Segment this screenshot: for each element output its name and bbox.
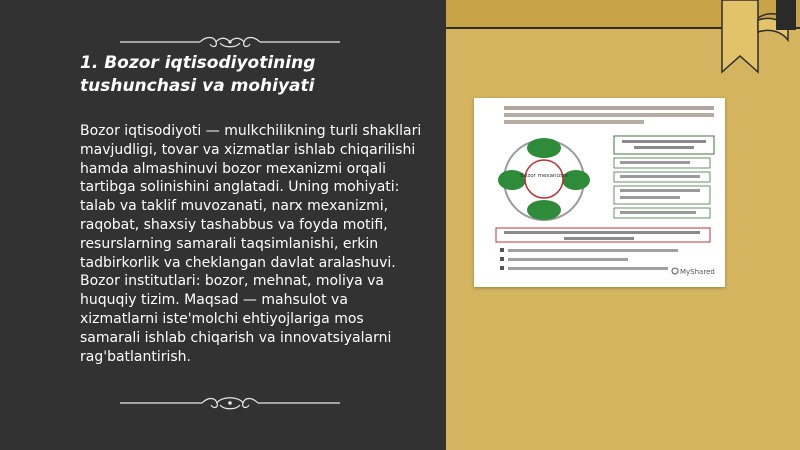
diagram-center-label: Bozor mexanizmi [520,173,568,179]
slide-thumbnail-image [474,98,725,287]
slide-body-text: Bozor iqtisodiyoti — mulkchilikning turli shakllari mavjudligi, tovar va xizmatlar ishlab chiqarilishi hamda almashinuvi bozor mexanizmi orqali tartibga solinishini anglatadi. Uning mohiyati: talab va taklif muvozanati, narx mexanizmi, raqobat, shaxsiy tashabbus va foyda motifi, resurslarning samarali taqsimlanishi, erkin tadbirkorlik va cheklangan davlat aralashuvi. Bozor institutlari: bozor, mehnat, moliya va huquqiy tizim. Maqsad — mahsulot va xizmatlarni iste'molchi ehtiyojlariga mos samarali ishlab chiqarish va innovatsiyalarni rag'batlantirish. [80,123,422,365]
bookmark-ribbon-icon [716,0,796,100]
top-flourish-icon [120,34,340,50]
watermark-text: MyShared [680,268,715,276]
slide-title: 1. Bozor iqtisodiyotining tushunchasi va mohiyati [80,53,316,96]
market-diagram [474,98,725,287]
bottom-flourish-icon [120,394,340,412]
